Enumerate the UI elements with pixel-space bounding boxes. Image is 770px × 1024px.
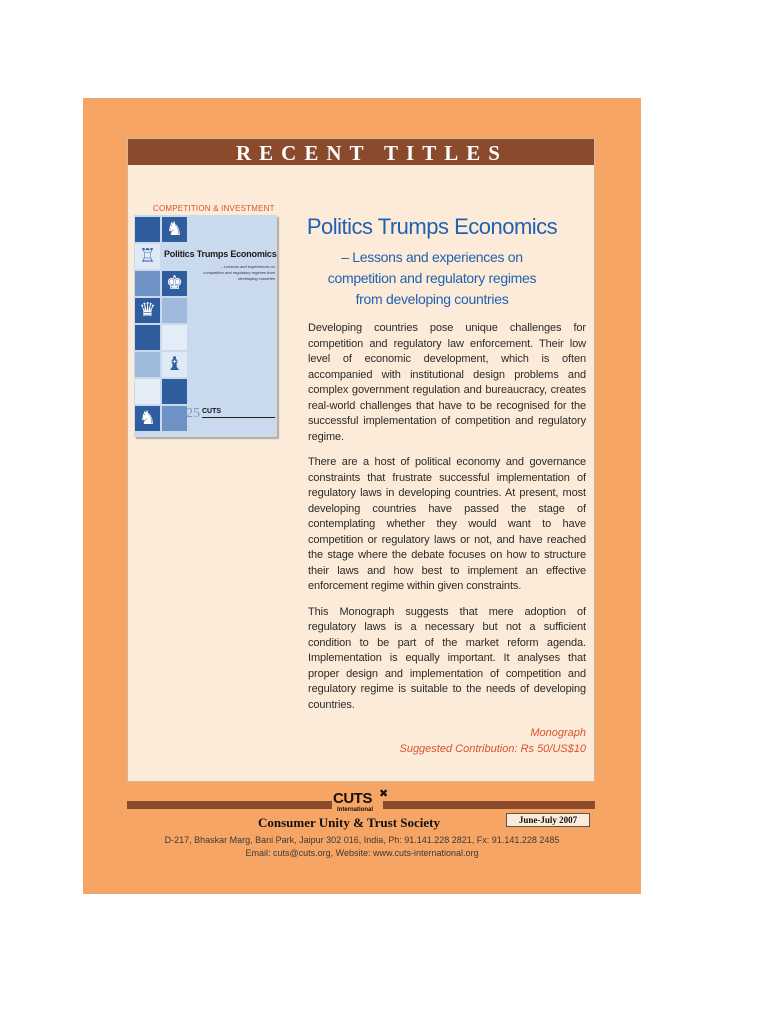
organization-name: Consumer Unity & Trust Society — [258, 815, 440, 830]
cover-subtitle: – Lessons and experiences on competition and regulatory regimes from developing countries — [203, 264, 275, 281]
subtitle-line: – Lessons and experiences on — [341, 249, 523, 265]
section-banner — [128, 139, 594, 165]
issue-date-badge: June-July 2007 — [506, 813, 590, 827]
logo-mark-icon: ✖ — [379, 788, 389, 800]
publication-meta — [308, 725, 586, 757]
description — [308, 321, 586, 713]
contact-info — [83, 834, 641, 860]
content-panel — [127, 138, 595, 782]
cover-logo: CUTS — [202, 408, 222, 415]
footer-rule-left — [127, 801, 332, 809]
description-paragraph: Developing countries pose unique challenges for competition and regulatory law enforcement. Their low level of economic development, which is often accompanied with institutional design problems and complex government regulation and bureaucracy, creates real-world challenges that have to be recognised for the successful implementation of competition and regulatory regime. — [308, 322, 586, 443]
category-label: COMPETITION & INVESTMENT — [153, 204, 275, 213]
cuts-logo-subtitle: International — [337, 807, 374, 813]
footer-rule-right — [383, 801, 595, 809]
type-label: Monograph — [530, 727, 586, 739]
cuts-logo: CUTS — [333, 790, 372, 807]
rook-icon: ♖ — [135, 244, 160, 269]
king-icon: ♚ — [162, 271, 187, 296]
publication-title: Politics Trumps Economics — [306, 214, 558, 239]
cover-divider — [202, 417, 275, 418]
queen-icon: ♛ — [135, 298, 160, 323]
contribution-label: Suggested Contribution: Rs 50/US$10 — [399, 743, 586, 755]
cover-anniversary: 25 — [186, 406, 200, 421]
banner-title: RECENT TITLES — [236, 141, 508, 165]
bishop-icon: ♝ — [162, 352, 187, 377]
subtitle-line: from developing countries — [355, 291, 509, 307]
address-line: D-217, Bhaskar Marg, Bani Park, Jaipur 302 016, India, Ph: 91.141.228 2821, Fx: 91.141.228 2485 — [164, 835, 560, 845]
knight-icon: ♞ — [162, 217, 187, 242]
flyer-page — [83, 98, 641, 894]
email-line: Email: cuts@cuts.org, Website: www.cuts-international.org — [245, 848, 479, 858]
knight-icon: ♞ — [135, 406, 160, 431]
description-paragraph: There are a host of political economy and governance constraints that frustrate successful implementation of regulatory laws in developing countries. At present, most developing countries have passed the stage of contemplating whether they would want to have competition or regulatory laws or not, and have reached the stage where the debate focuses on how to structure their laws and how best to implement an effective enforcement regime within given constraints. — [308, 456, 586, 592]
publication-subtitle — [282, 247, 582, 310]
book-cover — [134, 215, 277, 437]
subtitle-line: competition and regulatory regimes — [327, 270, 537, 286]
description-paragraph: This Monograph suggests that mere adoption of regulatory laws is a necessary but not a sufficient condition to be part of the market reform agenda. Implementation is equally important. It analyses that proper design and implementation of competition and regulatory regime is suitable to the needs of developing countries. — [308, 605, 586, 711]
cover-title: Politics Trumps Economics — [164, 249, 277, 259]
